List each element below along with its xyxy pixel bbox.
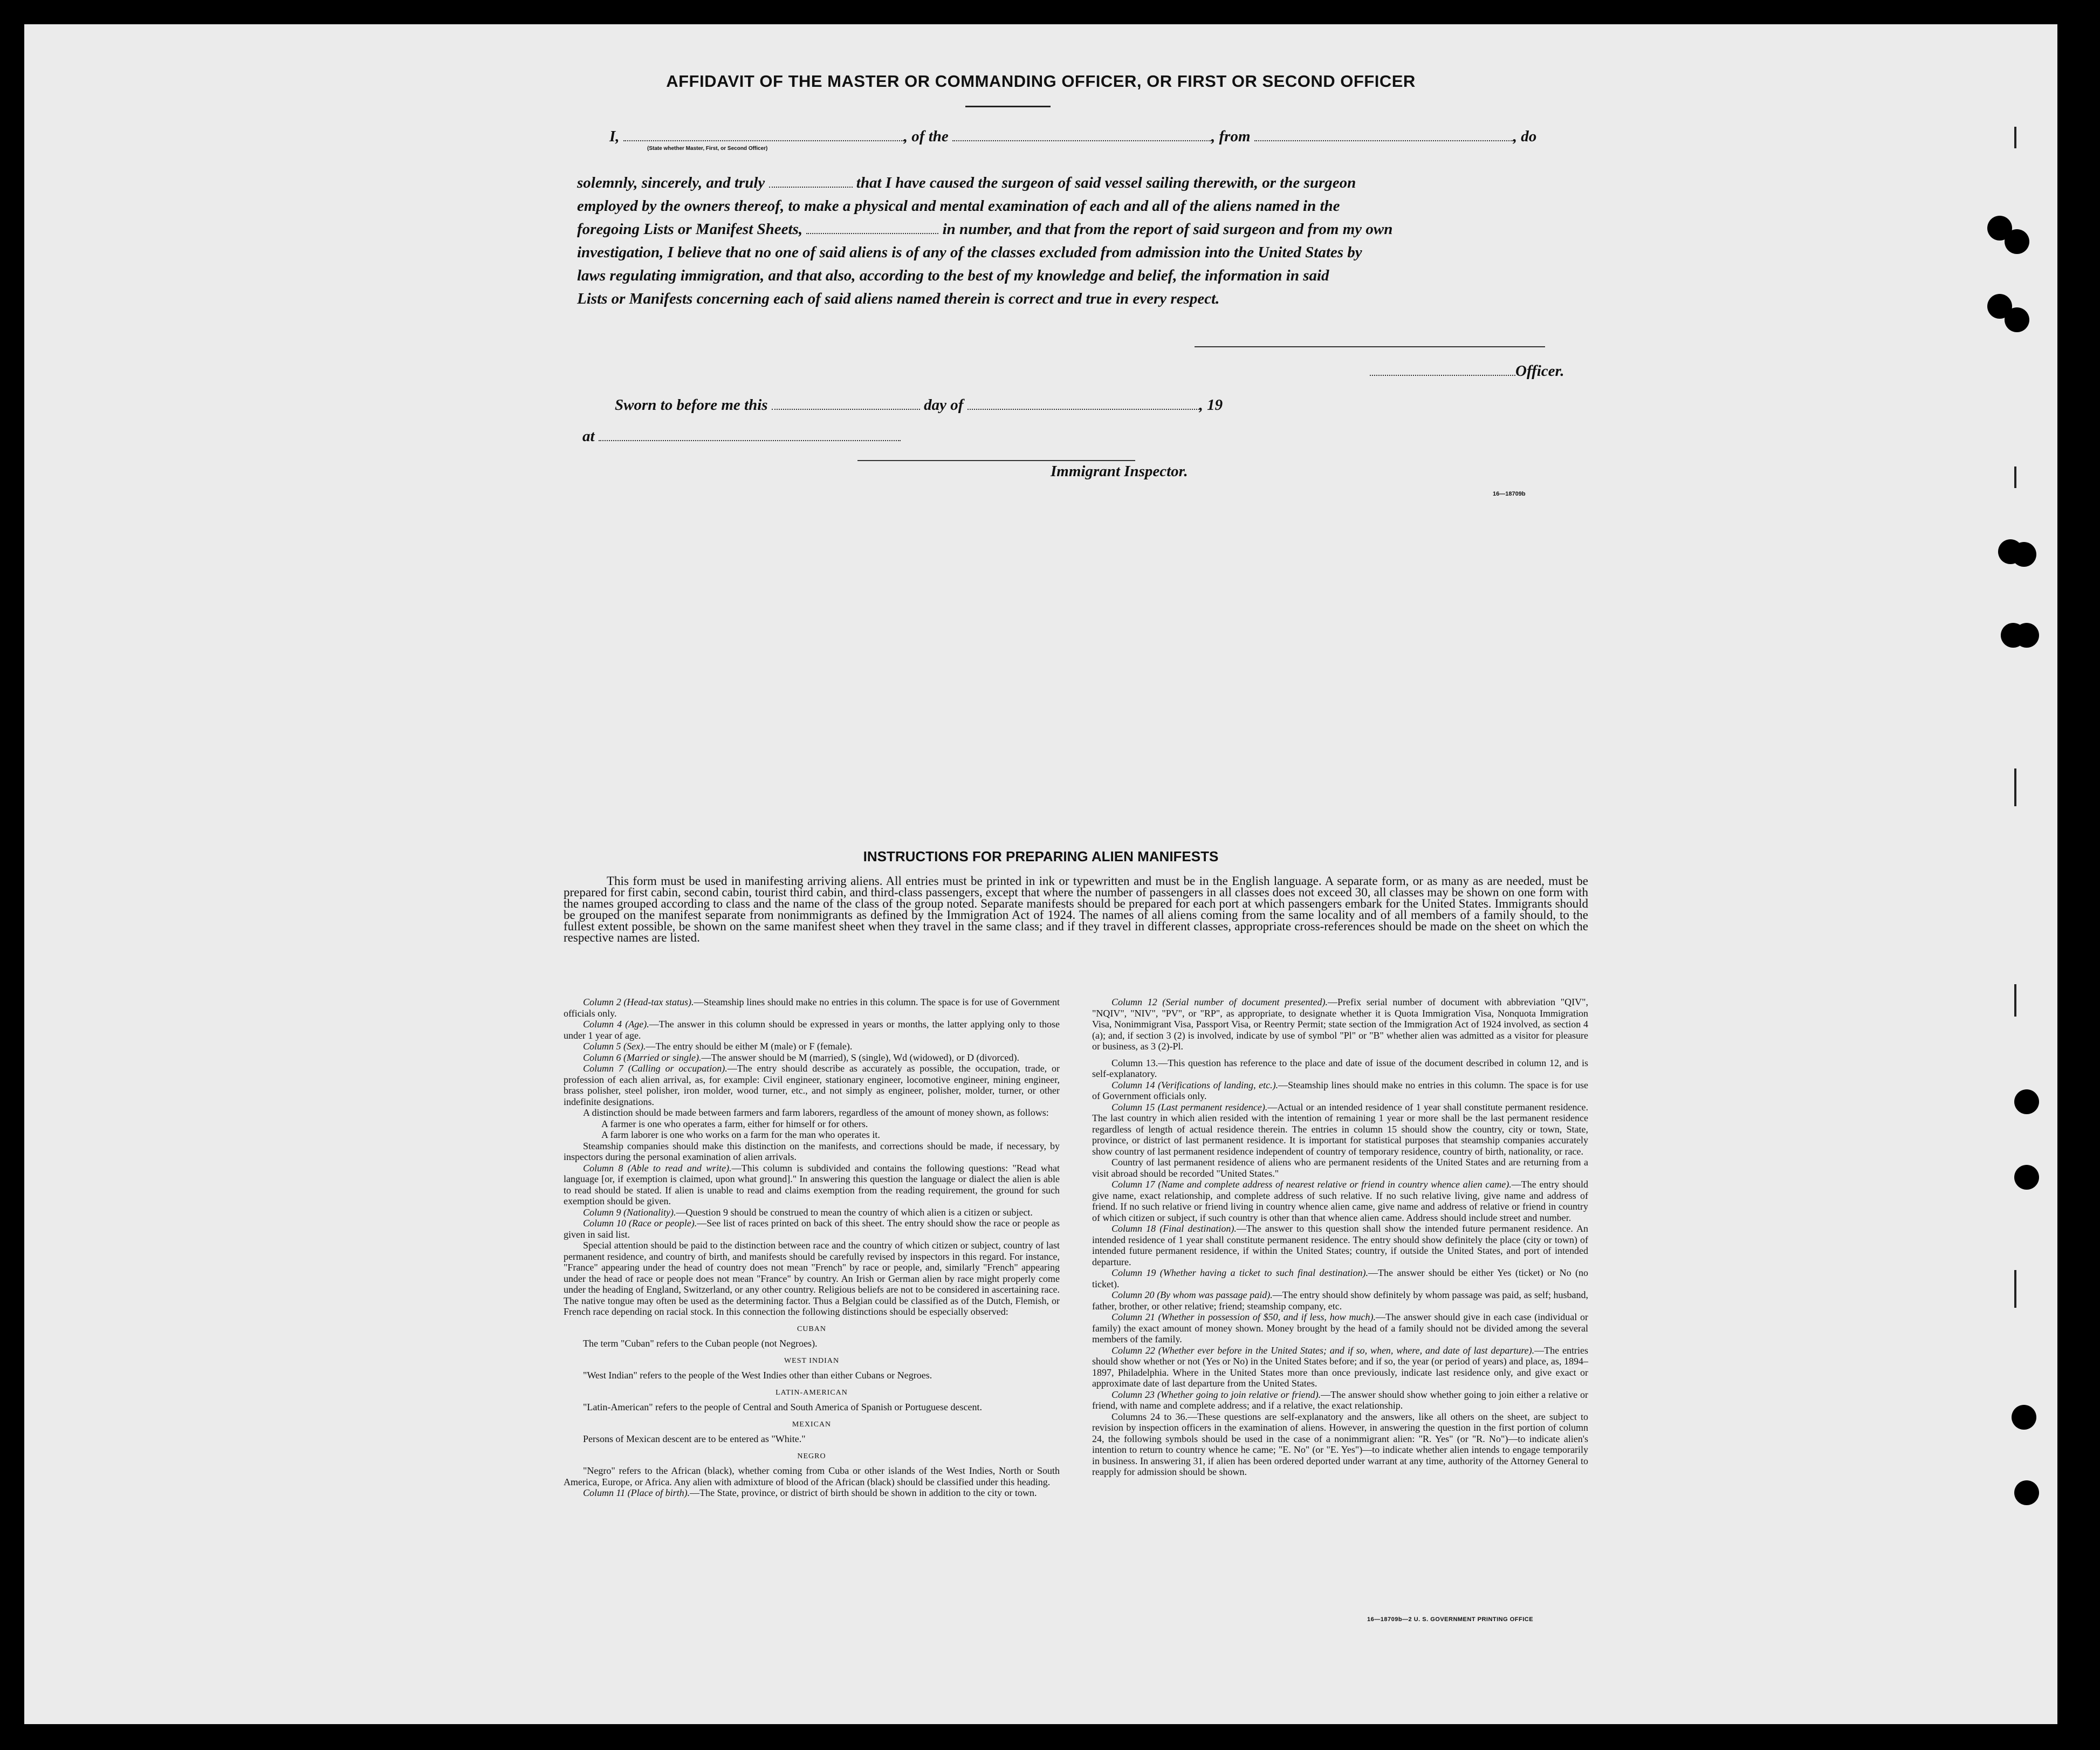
- from-label: , from: [1211, 128, 1251, 145]
- column-12-note: Column 12 (Serial number of document presented).—Prefix serial number of document with abbreviation "QIV", "NQIV", "NIV", "PV", or "RP", as appropriate, to designate whether it is Quota Immigration Visa, Nonquota Immigration Visa, Nonimmigrant Visa, Passport Visa, or Reentry Permit; state section of the Immigration Act of 1924 involved, as section 4 (a); and, if section 3 (2) is involved, indicate by use of symbol "Pl" or "B" whether alien was admitted as a visitor for pleasure or business, as 3 (2)-Pl.: [1092, 997, 1588, 1052]
- number-of-aliens-field[interactable]: [806, 221, 938, 234]
- edge-mark: [2014, 466, 2016, 488]
- title-rule: [965, 106, 1051, 107]
- column-20-note: Column 20 (By whom was passage paid).—The entry should show definitely by whom passage was paid, as self; husband, father, brother, or other relative; friend; steamship company, etc.: [1092, 1289, 1588, 1312]
- column-2-note: Column 2 (Head-tax status).—Steamship lines should make no entries in this column. The space is for use of Government officials only.: [564, 997, 1060, 1019]
- column-22-note: Column 22 (Whether ever before in the United States; and if so, when, where, and date of last departure).—The entries should show whether or not (Yes or No) in the United States before; and if so, the year (or period of years) and place, as, 1894–1897, Philadelphia. Where in the United States more than once previously, indicate last residence only, and give exact or approximate date of last departure from the United States.: [1092, 1344, 1588, 1389]
- officer-signature-field[interactable]: [1370, 363, 1515, 376]
- punch-hole: [2014, 623, 2039, 648]
- column-23-note: Column 23 (Whether going to join relative or friend).—The answer should show whether going to join either a relative or friend, with name and complete address; and if a relative, the exact relationship.: [1092, 1389, 1588, 1411]
- mexican-definition: Persons of Mexican descent are to be entered as "White.": [583, 1433, 806, 1444]
- signature-line[interactable]: [1195, 346, 1545, 347]
- affidavit-line-6: laws regulating immigration, and that also, according to the best of my knowledge and belief, the information in said: [577, 267, 1329, 284]
- punch-hole: [2005, 307, 2029, 332]
- at-row: [582, 428, 901, 445]
- negro-definition: "Negro" refers to the African (black), whether coming from Cuba or other islands of the West Indies, North or South America, Europe, or Africa. Any alien with admixture of blood of the African (black) should be classified under this heading.: [564, 1465, 1060, 1487]
- inspector-signature-line[interactable]: [857, 460, 1135, 461]
- instructions-left-column: [564, 997, 1060, 1499]
- day-of-label: day of: [924, 396, 964, 414]
- edge-mark: [2014, 1270, 2016, 1308]
- column-14-note: Column 14 (Verifications of landing, etc.).—Steamship lines should make no entries in this column. The space is for use of Government officials only.: [1092, 1079, 1588, 1101]
- inspector-label: Immigrant Inspector.: [1051, 463, 1188, 480]
- surgeon-field[interactable]: [769, 175, 853, 188]
- in-number-text: in number, and that from the report of said surgeon and from my own: [942, 221, 1393, 238]
- year-label: , 19: [1199, 396, 1223, 414]
- affidavit-line-1: [609, 128, 1536, 146]
- column-9-note: Column 9 (Nationality).—Question 9 should be construed to mean the country of which alien is a citizen or subject.: [583, 1206, 1033, 1218]
- column-10-note: Column 10 (Race or people).—See list of races printed on back of this sheet. The entry should show the race or people as given in said list.: [564, 1218, 1060, 1240]
- columns-24-36-note: Columns 24 to 36.—These questions are self-explanatory and the answers, like all others on the sheet, are subject to revision by inspection officers in the examination of aliens. However, in answering the question in the first portion of column 24, the following symbols should be used in the case of a nonimmigrant alien: "R. Yes" (or "R. No")—to indicate alien's intention to return to country whence he came; "E. No" (or "E. Yes")—to indicate whether alien intends to engage temporarily in business. In answering 31, if alien has been ordered deported under warrant at any time, authority of the Attorney General to reapply for admission should be shown.: [1092, 1411, 1588, 1477]
- punch-hole: [2012, 542, 2036, 567]
- farmer-distinction: A distinction should be made between farmers and farm laborers, regardless of the amount of money shown, as follows:: [583, 1107, 1049, 1118]
- i-label: I,: [609, 128, 620, 145]
- latin-american-heading: LATIN-AMERICAN: [776, 1388, 848, 1397]
- sworn-row: [615, 396, 1223, 414]
- negro-heading: NEGRO: [797, 1452, 826, 1460]
- officer-signature-row: [1370, 362, 1564, 380]
- affidavit-line-5: investigation, I believe that no one of said aliens is of any of the classes excluded from admission into the United States by: [577, 244, 1362, 261]
- rank-note: (State whether Master, First, or Second Officer): [647, 146, 768, 152]
- surgeon-text: that I have caused the surgeon of said vessel sailing therewith, or the surgeon: [856, 174, 1356, 191]
- affidavit-line-2: [577, 174, 1356, 192]
- column-11-note: Column 11 (Place of birth).—The State, province, or district of birth should be shown in addition to the city or town.: [583, 1487, 1037, 1498]
- affidavit-title: AFFIDAVIT OF THE MASTER OR COMMANDING OFFICER, OR FIRST OR SECOND OFFICER: [666, 72, 1416, 91]
- instructions-title: INSTRUCTIONS FOR PREPARING ALIEN MANIFESTS: [863, 848, 1219, 864]
- instructions-intro: This form must be used in manifesting arriving aliens. All entries must be printed in ink or typewritten and must be in the English language. A separate form, or as many as are needed, must be prepared for first cabin, second cabin, tourist third cabin, and third-class passengers, except that where the number of passengers in all classes does not exceed 30, all classes may be shown on one form with the names grouped according to class and the name of the class of the group noted. Separate manifests should be prepared for each port at which passengers embark for the United States. Immigrants should be grouped on the manifest separate from nonimmigrants as defined by the Immigration Act of 1924. The names of all aliens coming from the same locality and of all members of a family should, to the fullest extent possible, be shown on the same manifest sheet when they travel in the same class; and if they travel in different classes, appropriate cross-references should be made on the sheet on which the respective names are listed.: [564, 874, 1588, 944]
- port-field[interactable]: [1254, 128, 1513, 141]
- edge-mark: [2014, 127, 2016, 148]
- west-indian-definition: "West Indian" refers to the people of the West Indies other than either Cubans or Negroes.: [583, 1370, 932, 1381]
- mexican-heading: MEXICAN: [792, 1420, 832, 1429]
- sworn-place-field[interactable]: [599, 428, 901, 441]
- affidavit-line-3: employed by the owners thereof, to make a physical and mental examination of each and all of the aliens named in the: [577, 197, 1340, 215]
- affidavit-line-7: Lists or Manifests concerning each of said aliens named therein is correct and true in every respect.: [577, 290, 1220, 307]
- sworn-label: Sworn to before me this: [615, 396, 768, 414]
- punch-hole: [2014, 1480, 2039, 1505]
- cuban-definition: The term "Cuban" refers to the Cuban people (not Negroes).: [583, 1338, 818, 1349]
- affidavit-line-4: [577, 221, 1392, 238]
- sworn-month-field[interactable]: [967, 397, 1199, 410]
- column-17-note: Column 17 (Name and complete address of nearest relative or friend in country whence alien came).—The entry should give name, exact relationship, and complete address of such relative. If no such relative living, give name and address of friend. If no such relative or friend living in country whence alien came, give name and address of relative or friend in country of which citizen or subject, if such country is other than that whence alien came. Address should include street and number.: [1092, 1179, 1588, 1223]
- do-label: , do: [1513, 128, 1537, 145]
- foregoing-label: foregoing Lists or Manifest Sheets,: [577, 221, 803, 238]
- solemnly-label: solemnly, sincerely, and truly: [577, 174, 765, 191]
- column-6-note: Column 6 (Married or single).—The answer should be M (married), S (single), Wd (widowed), or D (divorced).: [583, 1052, 1020, 1063]
- latin-american-definition: "Latin-American" refers to the people of Central and South America of Spanish or Portuguese descent.: [583, 1402, 982, 1412]
- cuban-heading: CUBAN: [797, 1324, 826, 1333]
- vessel-name-field[interactable]: [952, 128, 1211, 141]
- of-the-label: , of the: [903, 128, 949, 145]
- column-7-note: Column 7 (Calling or occupation).—The entry should describe as accurately as possible, the occupation, trade, or profession of each alien arrival, as, for example: Civil engineer, stationary engineer, locomotive engineer, mining engineer, brass polisher, steel polisher, iron molder, wood turner, etc., and not simply as engineer, polisher, molder, turner, or other indefinite designations.: [564, 1063, 1060, 1107]
- punch-hole: [2014, 1165, 2039, 1190]
- column-21-note: Column 21 (Whether in possession of $50, and if less, how much).—The answer should give in each case (individual or family) the exact amount of money shown. Money brought by the head of a family should not be divided among the several members of the family.: [1092, 1312, 1588, 1344]
- punch-hole: [2005, 229, 2029, 254]
- column-4-note: Column 4 (Age).—The answer in this column should be expressed in years or months, the latter applying only to those under 1 year of age.: [564, 1019, 1060, 1041]
- edge-mark: [2014, 984, 2016, 1017]
- column-13-note: Column 13.—This question has reference to the place and date of issue of the document described in column 12, and is self-explanatory.: [1092, 1057, 1589, 1079]
- punch-hole: [2012, 1405, 2036, 1430]
- column-19-note: Column 19 (Whether having a ticket to such final destination).—The answer should be either Yes (ticket) or No (no ticket).: [1092, 1267, 1588, 1289]
- residence-note: Country of last permanent residence of aliens who are permanent residents of the United States and are returning from a visit abroad should be recorded "United States.": [1092, 1157, 1588, 1179]
- at-label: at: [582, 428, 595, 445]
- west-indian-heading: WEST INDIAN: [784, 1356, 840, 1365]
- column-5-note: Column 5 (Sex).—The entry should be either M (male) or F (female).: [583, 1041, 853, 1052]
- farm-laborer-definition: A farm laborer is one who works on a farm for the man who operates it.: [601, 1129, 880, 1140]
- column-18-note: Column 18 (Final destination).—The answer to this question shall show the intended future permanent residence. An intended residence of 1 year shall constitute permanent residence. The entry should show definitely the place (city or town) of intended future permanent residence, if within the United States; country, if outside the United States, and port of intended departure.: [1092, 1223, 1588, 1267]
- steamship-distinction: Steamship companies should make this distinction on the manifests, and corrections should be made, if necessary, by inspectors during the personal examination of alien arrivals.: [564, 1140, 1060, 1162]
- manifest-sheet: [24, 24, 2057, 1724]
- farmer-definition: A farmer is one who operates a farm, either for himself or for others.: [601, 1118, 868, 1129]
- edge-mark: [2014, 768, 2016, 806]
- instructions-right-column: [1092, 997, 1588, 1478]
- column-8-note: Column 8 (Able to read and write).—This column is subdivided and contains the following questions: "Read what language [or, if exemption is claimed, upon what ground]." In answering this question the language or dialect the alien is able to read should be stated. If alien is unable to read and claims exemption from the reading requirement, the ground for such exemption should be given.: [564, 1162, 1060, 1206]
- officer-label: Officer.: [1515, 362, 1564, 380]
- punch-hole: [2014, 1089, 2039, 1114]
- printing-office-code: 16—18709b—2 U. S. GOVERNMENT PRINTING OFFICE: [1367, 1616, 1534, 1623]
- form-number: 16—18709b: [1493, 491, 1526, 497]
- officer-rank-field[interactable]: [623, 128, 904, 141]
- sworn-day-field[interactable]: [772, 397, 920, 410]
- column-15-note: Column 15 (Last permanent residence).—Actual or an intended residence of 1 year shall constitute permanent residence. The last country in which alien resided with the intention of remaining 1 year or more shall be the last permanent residence regardless of length of actual residence therein. The entries in column 15 should show the country, city or town, State, province, or district of last permanent residence. It is important for statistical purposes that steamship companies accurately show country of last permanent residence independent of country of temporary residence, country of birth, nationality, or race.: [1092, 1101, 1588, 1157]
- race-distinction: Special attention should be paid to the distinction between race and the country of which citizen or subject, country of last permanent residence, and country of birth, and manifests should be carefully revised by inspectors in this regard. For instance, "France" appearing under the head of country does not mean "French" by race or people, and, similarly "French" appearing under the head of race or people does not mean "France" by country. An Irish or German alien by race might properly come under the heading of England, Switzerland, or any other country. Religious beliefs are not to be considered in ascertaining race. The native tongue may often be used as the determining factor. Thus a Belgian could be classified as of the Dutch, Flemish, or French race depending on racial stock. In this connection the following distinctions should be especially observed:: [564, 1240, 1060, 1317]
